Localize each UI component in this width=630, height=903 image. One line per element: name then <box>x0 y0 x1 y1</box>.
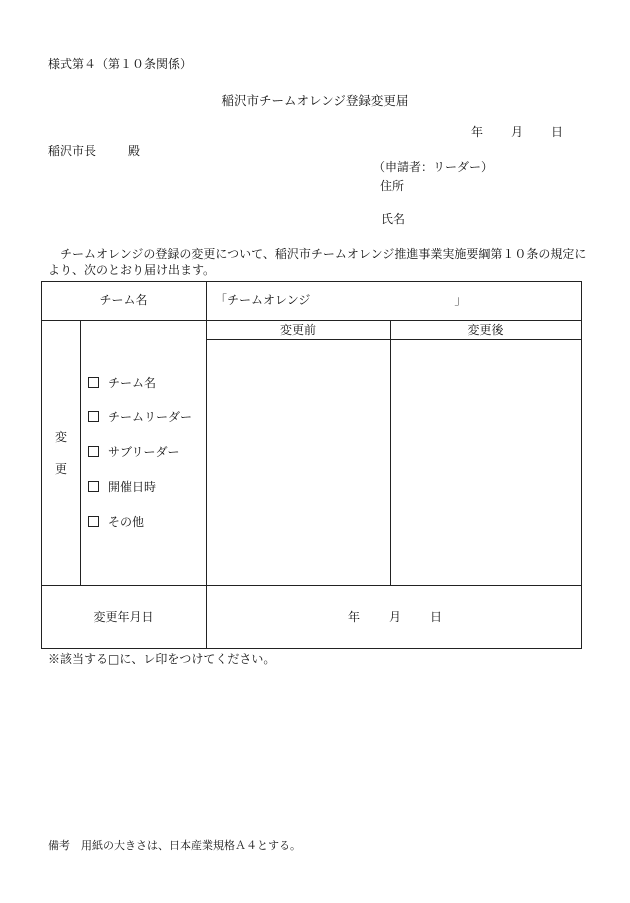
form-number: 様式第４（第１０条関係） <box>48 57 193 71</box>
table-border <box>41 281 582 282</box>
table-border <box>390 320 391 585</box>
checkbox-label: その他 <box>108 515 145 529</box>
date-month-label: 月 <box>511 125 524 139</box>
team-name-label: チーム名 <box>99 293 148 307</box>
before-change-header: 変更前 <box>279 323 316 337</box>
change-label-2: 更 <box>55 462 68 476</box>
checkbox-square-icon[interactable] <box>88 446 99 457</box>
document-title: 稲沢市チームオレンジ登録変更届 <box>221 93 409 108</box>
addressee-name: 稲沢市長 <box>48 144 97 158</box>
team-name-value[interactable]: 「チームオレンジ 」 <box>215 293 467 307</box>
checkbox-sub-leader[interactable] <box>88 446 180 458</box>
applicant-role: （申請者：リーダー） <box>373 160 494 174</box>
table-border <box>581 281 582 649</box>
table-border <box>41 281 42 649</box>
checkbox-label: サブリーダー <box>108 445 180 459</box>
checkbox-team-name[interactable] <box>88 377 156 389</box>
table-border <box>41 320 582 321</box>
table-border <box>41 648 582 649</box>
checkbox-square-icon[interactable] <box>88 481 99 492</box>
table-border <box>80 320 81 585</box>
addressee-honorific: 殿 <box>128 144 141 158</box>
checkbox-square-icon[interactable] <box>88 377 99 388</box>
checkbox-label: チーム名 <box>108 376 157 390</box>
table-border <box>206 339 582 340</box>
body-text: チームオレンジの登録の変更について、稲沢市チームオレンジ推進事業実施要綱第１０条の規定により、次のとおり届け出ます。 <box>48 247 587 277</box>
change-label-1: 変 <box>55 430 68 444</box>
change-date-month: 月 <box>389 610 402 624</box>
change-date-label: 変更年月日 <box>93 610 154 624</box>
checkbox-square-icon[interactable] <box>88 516 99 527</box>
checkbox-square-icon[interactable] <box>88 411 99 422</box>
applicant-name-label: 氏名 <box>381 212 406 226</box>
date-year-label: 年 <box>471 125 484 139</box>
checkbox-schedule[interactable] <box>88 481 156 493</box>
change-date-day: 日 <box>430 610 443 624</box>
change-date-year: 年 <box>348 610 361 624</box>
table-border <box>41 585 582 586</box>
applicant-address-label: 住所 <box>380 179 405 193</box>
after-change-header: 変更後 <box>467 323 504 337</box>
checkbox-team-leader[interactable] <box>88 411 192 423</box>
remarks-note: 備考 用紙の大きさは、日本産業規格Ａ４とする。 <box>48 839 301 852</box>
checkbox-label: 開催日時 <box>108 480 157 494</box>
check-instruction-note: ※該当する□に、レ印をつけてください。 <box>48 652 276 666</box>
date-day-label: 日 <box>551 125 564 139</box>
checkbox-label: チームリーダー <box>108 410 193 424</box>
table-border <box>206 281 207 649</box>
checkbox-other[interactable] <box>88 516 144 528</box>
